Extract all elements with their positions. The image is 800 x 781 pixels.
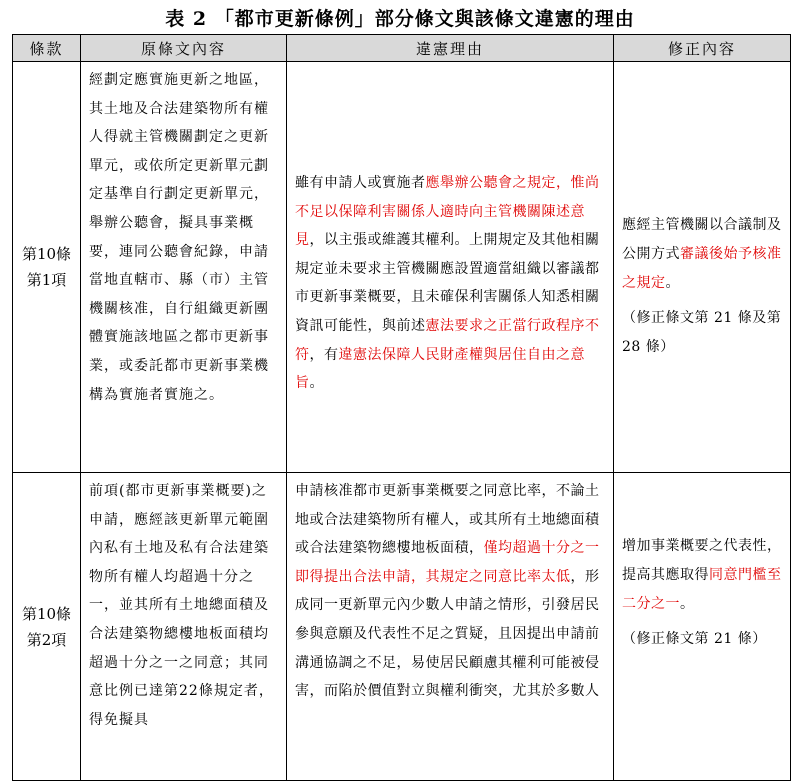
amendment-text: 增加事業概要之代表性，提高其應取得	[622, 538, 782, 583]
reason-text: ，形成同一更新單元內少數人申請之情形，引發居民參與意願及代表性不足之質疑，且因提出申請前溝通協調之不足，易使居民顧慮其權利可能被侵害，而陷於價值對立與權利衝突，尤其於多數人	[295, 568, 600, 700]
reason-cell	[287, 473, 614, 781]
article-cell	[13, 473, 81, 781]
table-row	[13, 473, 791, 781]
amendment-highlight: 同意門檻至二分之一	[622, 567, 782, 612]
reason-highlight: 僅均超過十分之一即得提出合法申請，其規定之同意比率太低	[295, 540, 600, 585]
table-title: 表 2 「都市更新條例」部分條文與該條文違憲的理由	[165, 8, 635, 30]
reason-highlight: 憲法要求之正當行政程序不符	[295, 317, 600, 363]
reason-text: 雖有申請人或實施者	[295, 175, 426, 191]
reason-text: ，有	[309, 346, 339, 363]
table-row	[13, 62, 791, 473]
amendment-table	[12, 34, 791, 781]
reason-highlight: 應舉辦公聽會之規定，惟尚不足以保障利害關係人適時向主管機關陳述意見	[295, 175, 600, 249]
article-cell	[13, 62, 81, 473]
article-paragraph: 第1項	[26, 271, 67, 289]
amendment-text: 。	[680, 596, 695, 612]
amendment-highlight: 審議後始予核准之規定	[622, 246, 782, 291]
reason-text: 。	[309, 375, 324, 392]
amendment-cell	[614, 62, 791, 473]
amendment-text: 。	[665, 275, 680, 291]
reason-highlight: 違憲法保障人民財產權與居住自由之意旨	[295, 346, 585, 392]
header-row	[13, 35, 791, 62]
header-original: 原條文內容	[81, 35, 287, 62]
header-amendment: 修正內容	[614, 35, 791, 62]
header-article: 條款	[13, 35, 81, 62]
header-reason: 違憲理由	[287, 35, 614, 62]
amendment-cell	[614, 473, 791, 781]
original-text-cell	[81, 62, 287, 473]
article-paragraph: 第2項	[26, 630, 67, 649]
article-number: 第10條	[21, 245, 72, 263]
amendment-note: （修正條文第 21 條及第 28 條）	[622, 310, 782, 355]
reason-text: ，以主張或維護其權利。上開規定及其他相關規定並未要求主管機關應設置適當組織以審議都市更新事業概要，且未確保利害關係人知悉相關資訊可能性，與前述	[295, 232, 600, 334]
reason-cell	[287, 62, 614, 473]
reason-text: 申請核准都市更新事業概要之同意比率，不論土地或合法建築物所有權人，或其所有土地總面積或合法建築物總樓地板面積，	[295, 483, 600, 557]
amendment-text: 應經主管機關以合議制及公開方式	[622, 217, 782, 262]
original-text: 經劃定應實施更新之地區，其土地及合法建築物所有權人得就主管機關劃定之更新單元，或依所定更新單元劃定基準自行劃定更新單元，舉辦公聽會，擬具事業概要，連同公聽會紀錄，申請當地直轄市、縣（市）主管機關核准，自行組織更新團體實施該地區之都市更新事業，或委託都市更新事業機構為實施者實施之。	[89, 72, 269, 403]
original-text-cell	[81, 473, 287, 781]
article-number: 第10條	[21, 604, 72, 623]
original-text: 前項(都市更新事業概要)之申請，應經該更新單元範圍內私有土地及私有合法建築物所有權人均超過十分之一，並其所有土地總面積及合法建築物總樓地板面積均超過十分之一之同意；其同意比例已達第22條規定者，得免擬具	[89, 483, 274, 728]
amendment-note: （修正條文第 21 條）	[622, 631, 767, 647]
